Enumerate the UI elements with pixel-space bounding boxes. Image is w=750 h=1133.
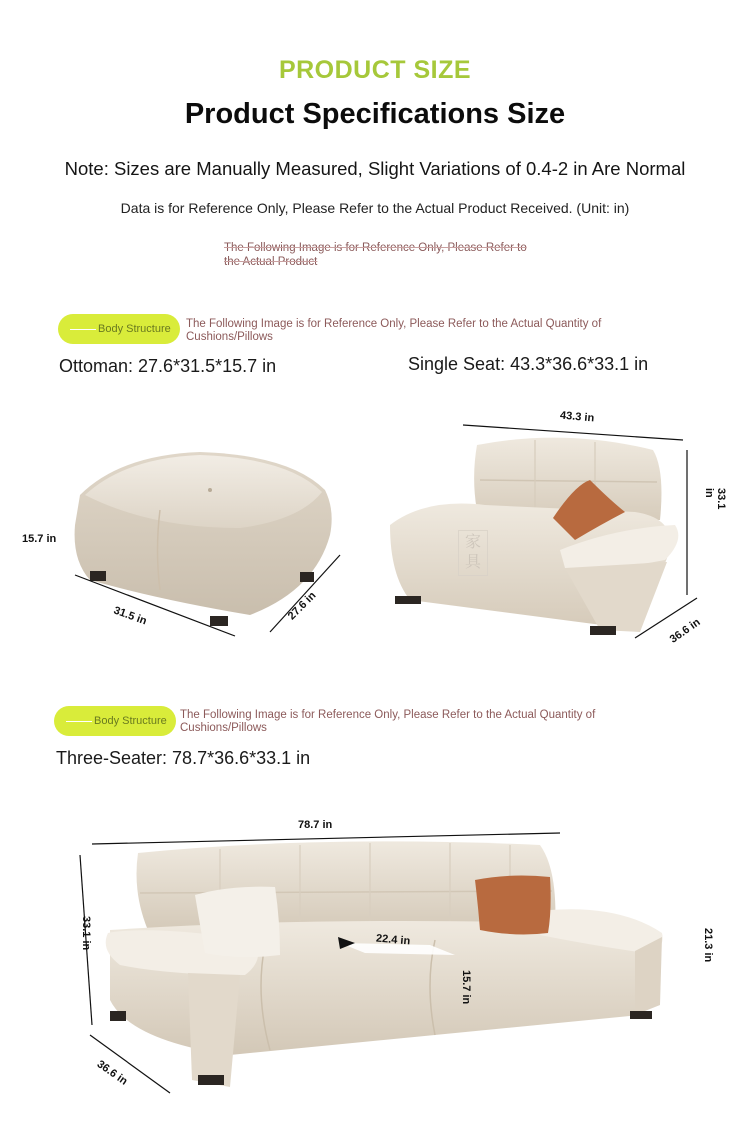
pill-note: The Following Image is for Reference Only, Please Refer to the Actual Quantity of Cushions/Pillows <box>186 318 602 343</box>
measurement-note: Note: Sizes are Manually Measured, Slight Variations of 0.4-2 in Are Normal <box>64 158 686 179</box>
three-seater-seat-depth-dim: 22.4 in <box>375 932 411 948</box>
reference-note-text: The Following Image is for Reference Only, Please Refer to the Actual Product <box>224 242 527 268</box>
ottoman-illustration <box>60 440 360 640</box>
ottoman-label: Ottoman: 27.6*31.5*15.7 in <box>59 356 277 376</box>
ottoman-width-dim: 31.5 in <box>111 604 149 628</box>
single-seat-depth-dim: 36.6 in <box>667 616 703 646</box>
three-seater-width-dim: 78.7 in <box>298 819 333 831</box>
single-seat-label: Single Seat: 43.3*36.6*33.1 in <box>408 354 649 374</box>
ottoman-depth-dim: 27.6 in <box>285 589 319 623</box>
three-seater-height-dim: 33.1 in <box>80 916 92 951</box>
pill-label: Body Structure <box>98 323 171 335</box>
three-seater-illustration <box>70 825 700 1105</box>
single-seat-width-dim: 43.3 in <box>559 409 595 425</box>
watermark: 家具 <box>458 530 488 576</box>
body-structure-pill-2 <box>54 706 176 736</box>
three-seater-label: Three-Seater: 78.7*36.6*33.1 in <box>56 748 311 768</box>
reference-subnote: Data is for Reference Only, Please Refer to the Actual Product Received. (Unit: in) <box>120 200 630 216</box>
pill-label: Body Structure <box>94 715 167 727</box>
pill-note-2: The Following Image is for Reference Only, Please Refer to the Actual Quantity of Cushions/Pillows <box>180 709 596 734</box>
single-seat-height-dim: 33.1 in <box>703 488 727 510</box>
page-title: Product Specifications Size <box>184 98 566 130</box>
pill-line <box>66 721 92 722</box>
single-seat-illustration <box>385 400 705 650</box>
section-tag: PRODUCT SIZE <box>278 56 472 84</box>
ottoman-height-dim: 15.7 in <box>22 533 57 545</box>
three-seater-arm-height-dim: 21.3 in <box>702 928 714 963</box>
reference-note <box>224 242 544 269</box>
three-seater-depth-dim: 36.6 in <box>94 1058 130 1088</box>
three-seater-seat-height-dim: 15.7 in <box>460 970 472 1005</box>
body-structure-pill <box>58 314 180 344</box>
pill-line <box>70 329 96 330</box>
